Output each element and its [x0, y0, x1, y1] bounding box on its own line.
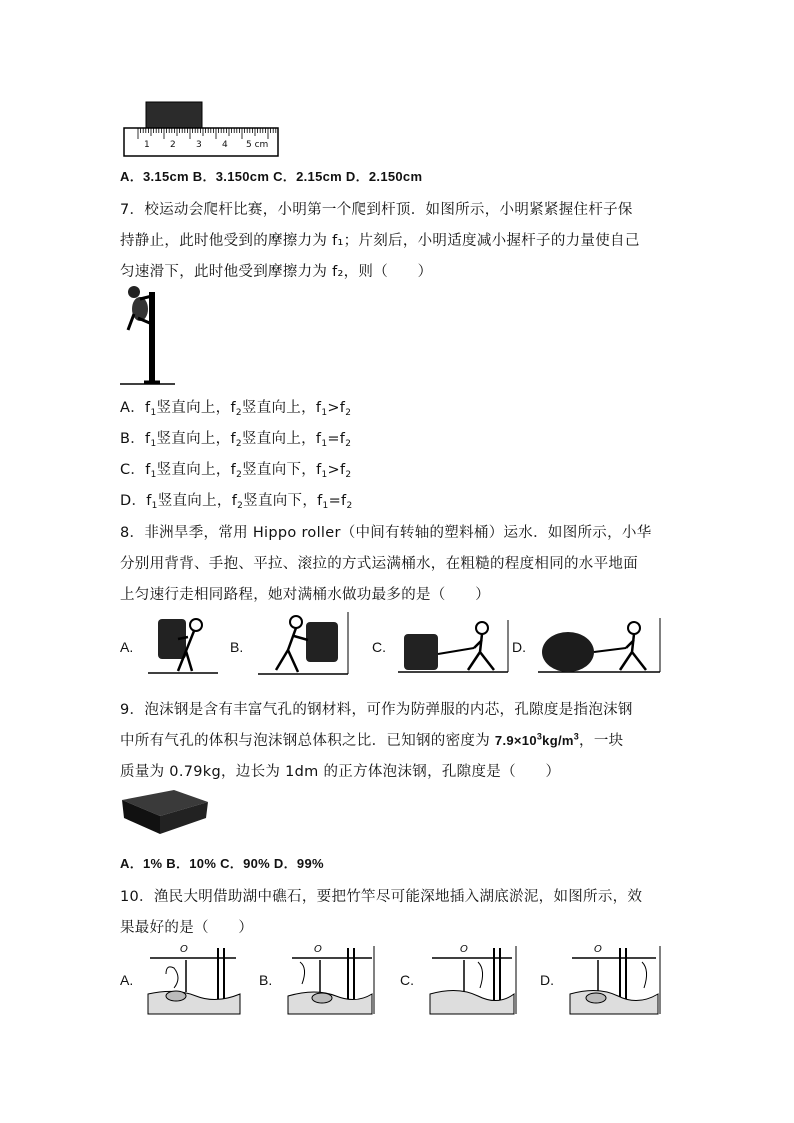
q10-line-2: 果最好的是（ ） [120, 920, 254, 936]
q10-line-1: 10．渔民大明借助湖中礁石，要把竹竿尽可能深地插入湖底淤泥，如图所示，效 [120, 889, 643, 905]
q8-line-2: 分别用背背、手抱、平拉、滚拉的方式运满桶水，在粗糙的程度相同的水平地面 [120, 556, 638, 572]
q7-option-b: B．$f_1$竖直向上，$f_2$竖直向上，$f_1=f_2$ [120, 431, 352, 449]
ruler-mark-2: 2 [170, 140, 176, 150]
pole-climber-figure [120, 284, 176, 390]
q10-label-c: C. [400, 972, 414, 988]
q8-label-d: D. [512, 639, 526, 655]
q7-option-a: A．$f_1$竖直向上，$f_2$竖直向上，$f_1>f_2$ [120, 400, 352, 418]
q10-figure-d [568, 944, 662, 1016]
q7-option-d: D．$f_1$竖直向上，$f_2$竖直向下，$f_1=f_2$ [120, 493, 353, 511]
q10-label-a: A. [120, 972, 134, 988]
q8-label-b: B. [230, 639, 244, 655]
q6-options: A．3.15cm B．3.150cm C．2.15cm D．2.150cm [120, 169, 423, 184]
q8-figure-c [398, 620, 510, 676]
q8-line-3: 上匀速行走相同路程，她对满桶水做功最多的是（ ） [120, 587, 490, 603]
q8-figure-a [148, 615, 220, 677]
q10-d-pivot-label: O [594, 944, 602, 955]
q10-label-b: B. [259, 972, 273, 988]
q10-figure-c [428, 944, 520, 1016]
q9-line-3: 质量为 0.79kg，边长为 1dm 的正方体泡沫钢，孔隙度是（ ） [120, 764, 561, 780]
q8-figure-b [258, 612, 352, 678]
q8-label-c: C. [372, 639, 386, 655]
ruler-mark-3: 3 [196, 140, 202, 150]
q7-line-2: 持静止，此时他受到的摩擦力为 f₁；片刻后，小明适度减小握杆子的力量使自己 [120, 233, 640, 249]
q7-option-c: C．$f_1$竖直向上，$f_2$竖直向下，$f_1>f_2$ [120, 462, 352, 480]
ruler-figure [120, 100, 282, 160]
ruler-drawing [120, 100, 282, 160]
q9-line-2: 中所有气孔的体积与泡沫钢总体积之比．已知钢的密度为 $7.9\times 10^3kg/m^3$，一块 [120, 731, 624, 749]
ruler-mark-1: 1 [144, 140, 150, 150]
q7-line-3: 匀速滑下，此时他受到摩擦力为 f₂，则（ ） [120, 264, 433, 280]
q8-figure-d [538, 618, 662, 676]
q10-label-d: D. [540, 972, 554, 988]
foam-steel-block-figure [120, 788, 210, 838]
q10-figure-b [286, 944, 378, 1016]
q9-line-1: 9．泡沫钢是含有丰富气孔的钢材料，可作为防弹服的内芯，孔隙度是指泡沫钢 [120, 702, 633, 718]
q10-figure-a [146, 944, 242, 1016]
q9-options: A．1% B．10% C．90% D．99% [120, 856, 324, 871]
q10-b-pivot-label: O [314, 944, 322, 955]
q8-line-1: 8．非洲旱季，常用 Hippo roller（中间有转轴的塑料桶）运水．如图所示，小华 [120, 525, 652, 541]
q8-label-a: A. [120, 639, 134, 655]
q10-c-pivot-label: O [460, 944, 468, 955]
ruler-mark-5: 5 cm [246, 140, 269, 150]
q10-a-pivot-label: O [180, 944, 188, 955]
q7-line-1: 7．校运动会爬杆比赛，小明第一个爬到杆顶．如图所示，小明紧紧握住杆子保 [120, 202, 633, 218]
ruler-mark-4: 4 [222, 140, 228, 150]
